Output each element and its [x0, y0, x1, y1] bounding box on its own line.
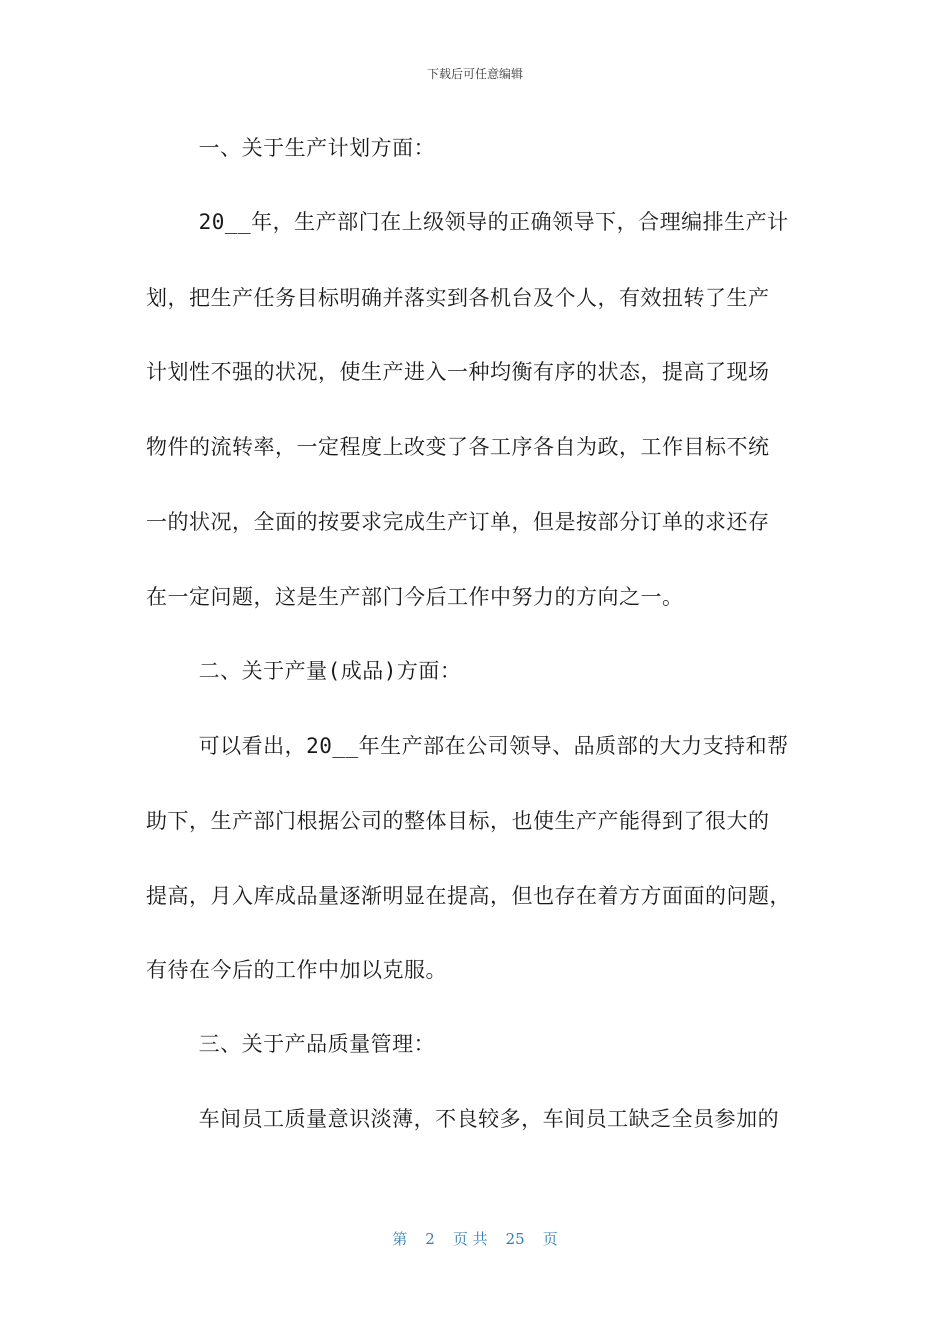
footer-total-pages: 25: [505, 1230, 525, 1248]
footer-suffix: 页: [542, 1230, 558, 1248]
paragraph-line: 提高，月入库成品量逐渐明显在提高，但也存在着方方面面的问题，: [146, 884, 791, 908]
footer-middle: 页 共: [452, 1230, 488, 1248]
page-footer: [0, 1229, 950, 1249]
paragraph-line: 有待在今后的工作中加以克服。: [146, 958, 447, 982]
section-heading-output: 二、关于产量(成品)方面：: [146, 659, 462, 683]
paragraph-line: 计划性不强的状况，使生产进入一种均衡有序的状态，提高了现场: [146, 360, 770, 384]
paragraph-line: 可以看出，20__年生产部在公司领导、品质部的大力支持和帮: [146, 734, 789, 758]
paragraph-line: 物件的流转率，一定程度上改变了各工序各自为政，工作目标不统: [146, 435, 770, 459]
section-heading-quality: 三、关于产品质量管理：: [146, 1032, 436, 1056]
paragraph-line: 20__年，生产部门在上级领导的正确领导下，合理编排生产计: [146, 210, 789, 234]
page-header: 下载后可任意编辑: [426, 67, 523, 81]
paragraph-line: 一的状况，全面的按要求完成生产订单，但是按部分订单的求还存: [146, 510, 770, 534]
paragraph-line: 助下，生产部门根据公司的整体目标，也使生产产能得到了很大的: [146, 809, 770, 833]
footer-page-number: 2: [425, 1230, 435, 1248]
paragraph-line: 在一定问题，这是生产部门今后工作中努力的方向之一。: [146, 585, 684, 609]
section-heading-plan: 一、关于生产计划方面：: [146, 136, 436, 160]
footer-prefix: 第: [392, 1230, 408, 1248]
paragraph-line: 划，把生产任务目标明确并落实到各机台及个人，有效扭转了生产: [146, 286, 770, 310]
paragraph-line: 车间员工质量意识淡薄，不良较多，车间员工缺乏全员参加的: [146, 1107, 780, 1131]
